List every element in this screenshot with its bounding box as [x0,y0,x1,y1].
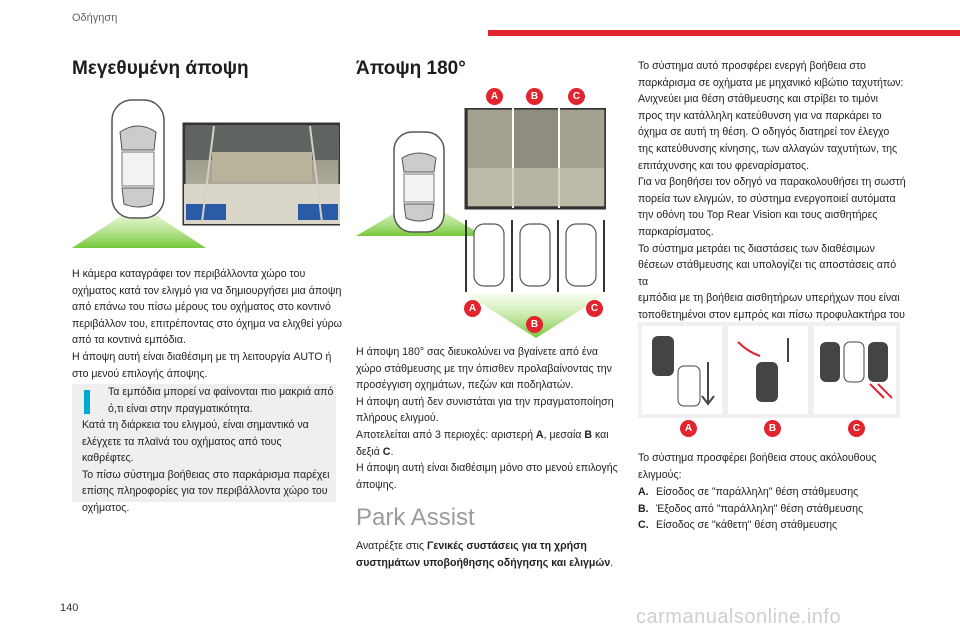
label-a-top: A [486,88,503,105]
running-header: Οδήγηση [72,12,118,24]
maneuvers-list [638,484,928,534]
180-view-description: Η άποψη 180° σας διευκολύνει να βγαίνετε από ένα χώρο στάθμευσης με την όπισθεν προλαβαίνοντας την προσέγγιση οχημάτων, πεζών και ποδηλατών. Η άποψη αυτή δεν συνιστάται για την πραγματοποίηση πλήρους ελιγμού. Αποτελείται από 3 περιοχές: αριστερή A, μεσαία B και δεξιά C. Η άποψη αυτή είναι διαθέσιμη μόνο στο μενού επιλογής άποψης. [356,346,618,491]
zoom-view-description: Η κάμερα καταγράφει τον περιβάλλοντα χώρο του οχήματος κατά τον ελιγμό για να δημιουργήσει μια άποψη από επάνω του πίσω μέρους του οχήματος στο κοντινό περιβάλλον του, επιτρέποντας στο όχημα να ελιχθεί γύρω από τα κοντινά εμπόδια. Η άποψη αυτή είναι διαθέσιμη με τη λειτουργία AUTO ή στο μενού επιλογής άποψης. [72,268,342,380]
180-view-illustration [356,108,606,340]
panel-a-parallel-entry [642,326,722,414]
zoom-view-illustration [72,92,340,248]
list-item: C. Είσοδος σε "κάθετη" θέση στάθμευσης [638,519,838,532]
list-item: A. Είσοδος σε "παράλληλη" θέση στάθμευσης [638,486,859,498]
label-a-park: A [680,420,697,437]
park-assist-description: Το σύστημα αυτό προσφέρει ενεργή βοήθεια στο παρκάρισμα σε οχήματα με μηχανικό κιβώτιο ταχυτήτων: Ανιχνεύει μια θέση στάθμευσης και στρίβει το τιμόνι προς την κατάλληλη κατεύθυνση για να παρκάρει το όχημα σε αυτή τη θέση. Ο οδηγός διατηρεί τον έλεγχο της κατεύθυνσης κίνησης, των αλλαγών ταχυτήτων, της επιτάχυνσης και του φρεναρίσματος. Για να βοηθήσει τον οδηγό να παρακολουθήσει τη σωστή πορεία των ελιγμών, το σύστημα ενεργοποιεί αυτόματα την οθόνη του Top Rear Vision και τους αισθητήρες παρκαρίσματος. Το σύστημα μετράει τις διαστάσεις των διαθέσιμων θέσεων στάθμευσης και υπολογίζει τις αποστάσεις από τα εμπόδια με τη βοήθεια αισθητήρων υπερήχων που είναι τοποθετημένοι στον εμπρός και πίσω προφυλακτήρα του [638,60,906,321]
label-b-bottom: B [526,316,543,333]
watermark-text: carmanualsonline.info [636,606,842,628]
rear-camera-zoom-image [184,124,340,224]
label-c-bottom: C [586,300,603,317]
label-b-park: B [764,420,781,437]
label-c-top: C [568,88,585,105]
panel-c-perpendicular-entry [814,326,896,414]
maneuvers-intro: Το σύστημα προσφέρει βοήθεια στους ακόλουθους ελιγμούς: [638,452,877,481]
section-title-180-view: Άποψη 180° [356,58,466,79]
section-title-park-assist: Park Assist [356,504,475,531]
label-b-top: B [526,88,543,105]
label-a-bottom: A [464,300,481,317]
label-c-park: C [848,420,865,437]
car-topview-icon [394,132,444,232]
car-topview-icon [112,100,164,218]
warning-note-box: Τα εμπόδια μπορεί να φαίνονται πιο μακριά από ό,τι είναι στην πραγματικότητα. Κατά τη διάρκεια του ελιγμού, είναι σημαντικό να ελέγχετε τα πλαϊνά του οχήματος από τους καθρέφτες. Το πίσω σύστημα βοήθειας στο παρκάρισμα παρέχει επίσης πληροφορίες για τον περιβάλλοντα χώρο του οχήματος. [72,384,336,502]
panel-b-parallel-exit [728,326,808,414]
section-title-zoom-view: Μεγεθυμένη άποψη [72,58,249,79]
page-number: 140 [60,602,79,614]
camera-180-image [466,108,606,208]
info-icon [84,390,90,414]
header-accent-bar [488,30,960,36]
park-assist-reference: Ανατρέξτε στις Γενικές συστάσεις για τη χρήση συστημάτων υποβοήθησης οδήγησης και ελιγμών. [356,540,614,569]
list-item: B. Έξοδος από "παράλληλη" θέση στάθμευσης [638,502,864,515]
park-assist-illustration [638,322,900,418]
